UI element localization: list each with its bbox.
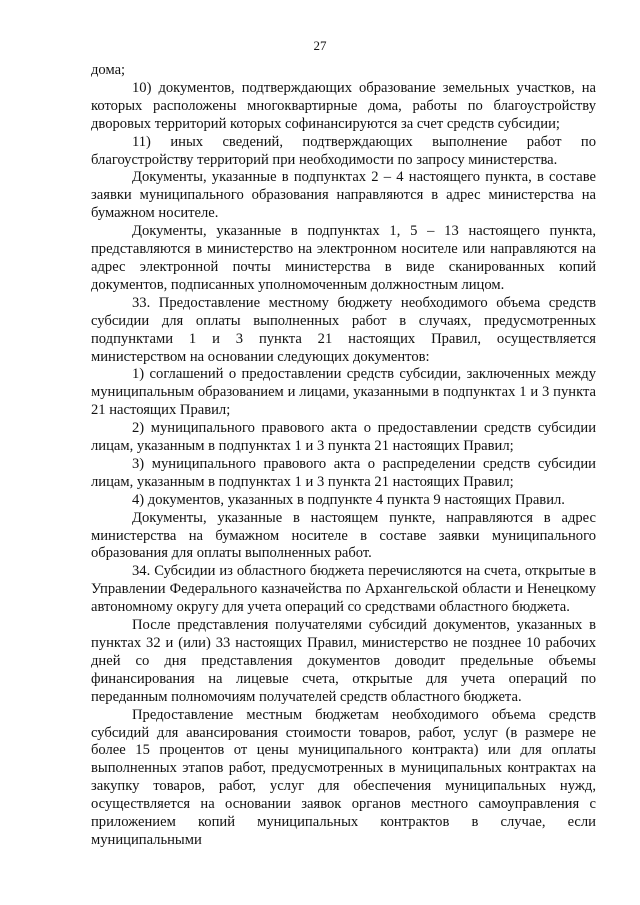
paragraph-clause-33: 33. Предоставление местному бюджету необходимого объема средств субсидии для оплаты выполненных работ в случаях, предусмотренных подпунктами 1 и 3 пункта 21 настоящих Правил, осуществляется министерством на основании следующих документов: bbox=[91, 294, 596, 365]
paragraph-paper-documents: Документы, указанные в подпунктах 2 – 4 настоящего пункта, в составе заявки муниципального образования направляются в адрес министерства на бумажном носителе. bbox=[91, 169, 596, 222]
paragraph-clause-33-item-1: 1) соглашений о предоставлении средств субсидии, заключенных между муниципальным образованием и лицами, указанными в подпунктах 1 и 3 пункта 21 настоящих Правил; bbox=[91, 366, 596, 419]
paragraph-continuation: дома; bbox=[91, 62, 126, 78]
page-number: 27 bbox=[313, 38, 327, 53]
paragraph-advance-payment: Предоставление местным бюджетам необходимого объема средств субсидий для авансирования стоимости товаров, работ, услуг (в размере не более 15 процентов от цены муниципального контракта) или для оплаты выполненных этапов работ, предусмотренных в муниципальных контрактах на закупку товаров, работ, услуг для обеспечения муниципальных нужд, осуществляется на основании заявок органов местного самоуправления с приложением копий муниципальных контрактов в случае, если муниципальными bbox=[91, 706, 596, 848]
paragraph-clause-34: 34. Субсидии из областного бюджета перечисляются на счета, открытые в Управлении Федерального казначейства по Архангельской области и Ненецкому автономному округу для учета операций со средствами областного бюджета. bbox=[91, 563, 596, 616]
paragraph-item-11: 11) иных сведений, подтверждающих выполнение работ по благоустройству территорий при необходимости по запросу министерства. bbox=[91, 133, 596, 168]
paragraph-financing-limits: После представления получателями субсидий документов, указанных в пунктах 32 и (или) 33 настоящих Правил, министерство не позднее 10 рабочих дней со дня представления документов доводит предельные объемы финансирования на лицевые счета, открытые для учета операций по переданным полномочиям получателей средств областного бюджета. bbox=[91, 617, 596, 705]
paragraph-electronic-documents: Документы, указанные в подпунктах 1, 5 – 13 настоящего пункта, представляются в министерство на электронном носителе или направляются на адрес электронной почты министерства в виде сканированных копий документов, подписанных уполномоченным должностным лицом. bbox=[91, 223, 596, 293]
paragraph-item-10: 10) документов, подтверждающих образование земельных участков, на которых расположены многоквартирные дома, работы по благоустройству дворовых территорий которых софинансируются за счет средств субсидии; bbox=[91, 79, 596, 132]
paragraph-clause-33-item-3: 3) муниципального правового акта о распределении средств субсидии лицам, указанным в подпунктах 1 и 3 пункта 21 настоящих Правил; bbox=[91, 455, 596, 490]
paragraph-clause-33-item-4: 4) документов, указанных в подпункте 4 пункта 9 настоящих Правил. bbox=[132, 491, 565, 508]
paragraph-clause-33-documents: Документы, указанные в настоящем пункте, направляются в адрес министерства на бумажном носителе в составе заявки муниципального образования для оплаты выполненных работ. bbox=[91, 509, 596, 562]
paragraph-clause-33-item-2: 2) муниципального правового акта о предоставлении средств субсидии лицам, указанным в подпунктах 1 и 3 пункта 21 настоящих Правил; bbox=[91, 420, 596, 455]
document-body bbox=[91, 62, 596, 850]
